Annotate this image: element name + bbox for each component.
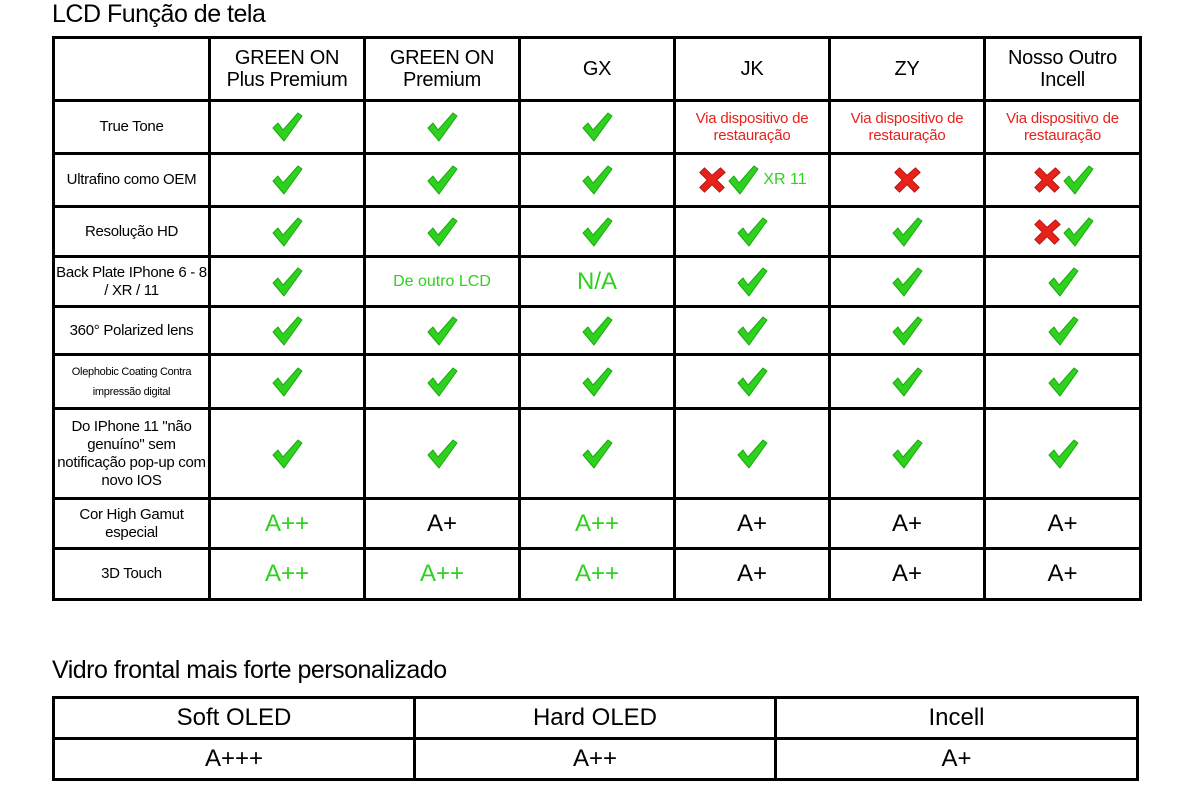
check-cell — [675, 409, 830, 499]
grade-value: A++ — [210, 499, 365, 549]
check-icon — [891, 366, 923, 398]
check-icon — [891, 315, 923, 347]
check-cell — [210, 207, 365, 257]
column-header-line: ZY — [894, 58, 920, 80]
cross-icon — [1032, 217, 1062, 247]
check-icon — [426, 111, 458, 143]
cross-check-cell — [985, 154, 1141, 207]
check-cell — [520, 355, 675, 409]
table-header-row — [54, 38, 1141, 101]
grade-value: A+ — [830, 549, 985, 600]
glass-value-row — [54, 739, 1138, 780]
restore-device-note: Via dispositivo de restauração — [830, 101, 985, 154]
check-icon — [581, 216, 613, 248]
grade-value: A+ — [985, 549, 1141, 600]
check-cell — [520, 207, 675, 257]
glass-header-cell: Hard OLED — [415, 698, 776, 739]
check-cell — [210, 355, 365, 409]
check-cell — [210, 154, 365, 207]
restore-device-note: Via dispositivo de restauração — [985, 101, 1141, 154]
cross-icon — [697, 165, 727, 195]
check-icon — [736, 438, 768, 470]
check-cell — [520, 409, 675, 499]
check-icon — [1062, 164, 1094, 196]
check-cell — [830, 409, 985, 499]
check-cell — [675, 355, 830, 409]
check-cell — [365, 207, 520, 257]
column-header-line: GX — [582, 58, 612, 80]
check-cell — [985, 257, 1141, 307]
check-icon — [271, 438, 303, 470]
cross-check-cell — [675, 154, 830, 207]
lcd-function-title: LCD Função de tela — [52, 0, 266, 28]
check-cell — [675, 307, 830, 355]
check-icon — [581, 366, 613, 398]
table-row — [54, 307, 1141, 355]
table-row — [54, 549, 1141, 600]
check-icon — [271, 366, 303, 398]
header-corner-cell — [54, 38, 210, 101]
check-icon — [426, 315, 458, 347]
check-icon — [891, 266, 923, 298]
lcd-comparison-table — [52, 36, 1142, 601]
column-header — [985, 38, 1141, 101]
check-cell — [985, 409, 1141, 499]
glass-value-cell: A+++ — [54, 739, 415, 780]
check-cell — [520, 154, 675, 207]
column-header-line: GREEN ON — [389, 47, 495, 69]
grade-value: A+ — [675, 499, 830, 549]
grade-value: A+ — [675, 549, 830, 600]
column-header — [365, 38, 520, 101]
row-label: 360° Polarized lens — [54, 307, 210, 355]
check-icon — [426, 164, 458, 196]
check-icon — [581, 315, 613, 347]
check-icon — [1062, 216, 1094, 248]
row-label: Olephobic Coating Contra impressão digital — [54, 355, 210, 409]
check-cell — [675, 207, 830, 257]
check-icon — [1047, 366, 1079, 398]
check-icon — [891, 438, 923, 470]
check-icon — [736, 266, 768, 298]
check-icon — [736, 366, 768, 398]
column-header — [675, 38, 830, 101]
restore-device-note: Via dispositivo de restauração — [675, 101, 830, 154]
column-header — [520, 38, 675, 101]
grade-value: A+ — [985, 499, 1141, 549]
row-label: True Tone — [54, 101, 210, 154]
column-header-line: Premium — [403, 69, 481, 91]
check-cell — [210, 257, 365, 307]
check-icon — [736, 315, 768, 347]
row-label: Back Plate IPhone 6 - 8 / XR / 11 — [54, 257, 210, 307]
front-glass-title: Vidro frontal mais forte personalizado — [52, 656, 447, 684]
column-header-line: Plus Premium — [226, 69, 348, 91]
check-cell — [830, 207, 985, 257]
check-icon — [271, 266, 303, 298]
grade-value: A++ — [520, 499, 675, 549]
cross-icon — [892, 165, 922, 195]
column-header-line: Nosso Outro — [1008, 47, 1117, 69]
table-row — [54, 207, 1141, 257]
row-label: 3D Touch — [54, 549, 210, 600]
grade-value: A+ — [365, 499, 520, 549]
glass-header-cell: Soft OLED — [54, 698, 415, 739]
glass-value-cell: A++ — [415, 739, 776, 780]
check-cell — [365, 154, 520, 207]
check-icon — [891, 216, 923, 248]
check-icon — [581, 111, 613, 143]
table-row — [54, 355, 1141, 409]
check-icon — [736, 216, 768, 248]
check-icon — [271, 315, 303, 347]
cross-cell — [830, 154, 985, 207]
table-row — [54, 154, 1141, 207]
check-icon — [1047, 438, 1079, 470]
check-icon — [271, 164, 303, 196]
check-cell — [210, 409, 365, 499]
check-icon — [1047, 315, 1079, 347]
check-icon — [271, 216, 303, 248]
table-row — [54, 409, 1141, 499]
cross-icon — [1032, 165, 1062, 195]
check-cell — [830, 257, 985, 307]
check-cell — [675, 257, 830, 307]
table-row — [54, 101, 1141, 154]
check-icon — [426, 216, 458, 248]
cross-check-cell — [985, 207, 1141, 257]
row-label: Do IPhone 11 "não genuíno" sem notificação pop-up com novo IOS — [54, 409, 210, 499]
column-header — [830, 38, 985, 101]
row-label: Cor High Gamut especial — [54, 499, 210, 549]
grade-value: A++ — [520, 549, 675, 600]
check-icon — [426, 366, 458, 398]
check-cell — [365, 409, 520, 499]
check-cell — [520, 101, 675, 154]
grade-value: A+ — [830, 499, 985, 549]
check-cell — [985, 307, 1141, 355]
table-row — [54, 257, 1141, 307]
table-row — [54, 499, 1141, 549]
check-cell — [985, 355, 1141, 409]
na-value: N/A — [520, 257, 675, 307]
check-cell — [365, 355, 520, 409]
row-label: Ultrafino como OEM — [54, 154, 210, 207]
glass-header-cell: Incell — [776, 698, 1138, 739]
check-cell — [365, 101, 520, 154]
model-note: XR 11 — [763, 171, 807, 188]
glass-value-cell: A+ — [776, 739, 1138, 780]
check-cell — [210, 307, 365, 355]
check-icon — [426, 438, 458, 470]
other-lcd-note: De outro LCD — [365, 257, 520, 307]
check-cell — [520, 307, 675, 355]
check-icon — [581, 438, 613, 470]
column-header-line: Incell — [1040, 69, 1085, 91]
check-icon — [581, 164, 613, 196]
column-header-line: JK — [740, 58, 764, 80]
glass-header-row — [54, 698, 1138, 739]
check-cell — [830, 355, 985, 409]
check-cell — [365, 307, 520, 355]
column-header-line: GREEN ON — [234, 47, 340, 69]
check-cell — [830, 307, 985, 355]
grade-value: A++ — [210, 549, 365, 600]
check-icon — [271, 111, 303, 143]
check-icon — [727, 164, 759, 196]
grade-value: A++ — [365, 549, 520, 600]
check-icon — [1047, 266, 1079, 298]
check-cell — [210, 101, 365, 154]
column-header — [210, 38, 365, 101]
row-label: Resolução HD — [54, 207, 210, 257]
front-glass-table — [52, 696, 1139, 781]
